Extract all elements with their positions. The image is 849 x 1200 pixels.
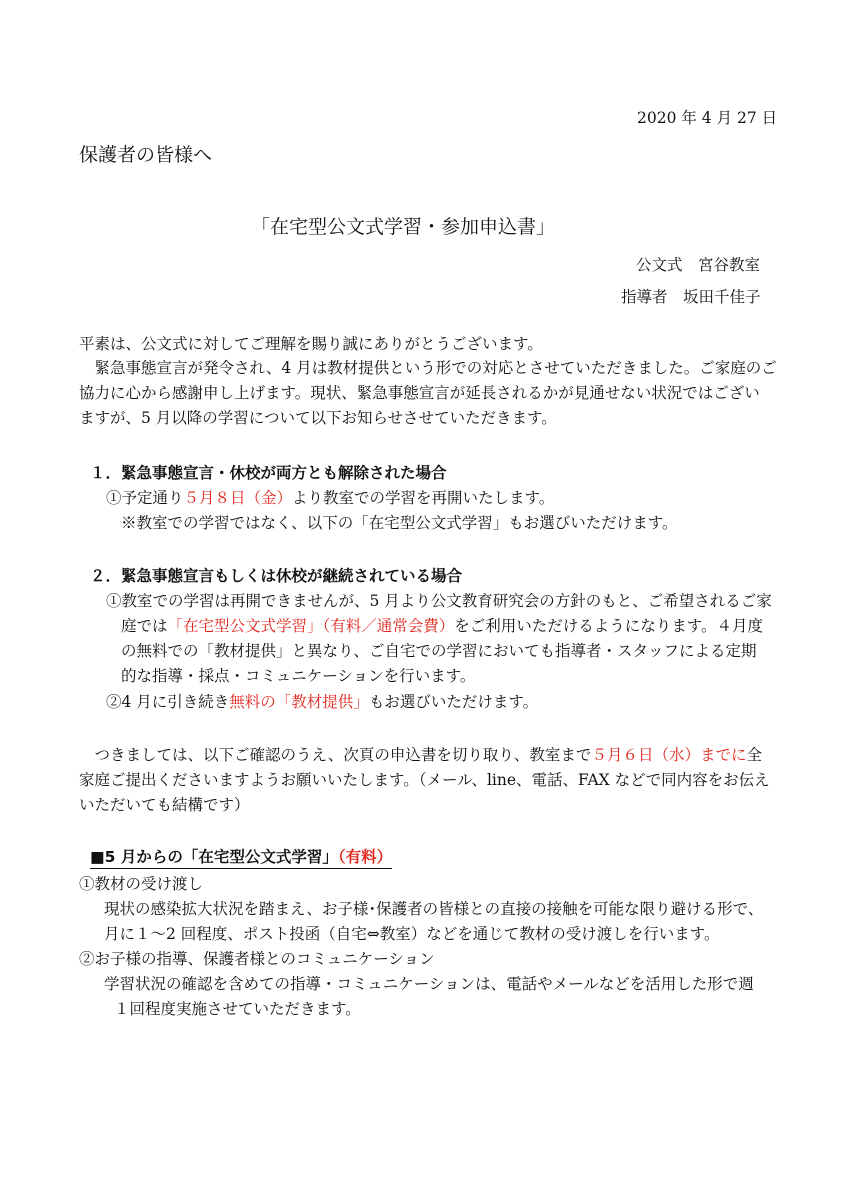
paid-sub-2-heading: ②お子様の指導、保護者様とのコミュニケーション <box>79 950 435 968</box>
intro-line-3: 協力に心から感謝申し上げます。現状、緊急事態宣言が延長されるかが見通せない状況ではござい <box>79 384 760 402</box>
free-material-highlight: 無料の「教材提供」 <box>229 693 369 711</box>
closing-line-2: 家庭ご提出くださいますようお願いいたします。（メール、line、電話、FAX などで同内容をお伝え <box>79 771 770 789</box>
section-2-item-1-line-4: 的な指導・採点・コミュニケーションを行います。 <box>121 667 476 685</box>
intro-line-2: 緊急事態宣言が発令され、4 月は教材提供という形での対応とさせていただきました。ご家庭のご <box>79 359 777 377</box>
paid-sub-1-line-1: 現状の感染拡大状況を踏まえ、お子様･保護者の皆様との直接の接触を可能な限り避ける形で、 <box>104 900 764 918</box>
document-date: 2020 年 4 月 27 日 <box>637 109 778 127</box>
addressee: 保護者の皆様へ <box>79 144 213 166</box>
intro-line-1: 平素は、公文式に対してご理解を賜り誠にありがとうございます。 <box>79 335 543 353</box>
section-1-note: ※教室での学習ではなく、以下の「在宅型公文式学習」もお選びいただけます。 <box>121 514 678 532</box>
section-2-item-1-line-3: の無料での「教材提供」と異なり、ご自宅での学習においても指導者・スタッフによる定期 <box>121 642 757 660</box>
section-1-item-1 <box>106 488 554 508</box>
paid-sub-2-line-2: １回程度実施させていただきます。 <box>114 1000 361 1018</box>
closing-line-1 <box>79 745 762 765</box>
paid-sub-1-line-2: 月に１～2 回程度、ポスト投函（自宅⇔教室）などを通じて教材の受け渡しを行います。 <box>104 925 720 943</box>
section-2-item-1-line-1: ①教室での学習は再開できませんが、5 月より公文教育研究会の方針のもと、ご希望されるご家 <box>106 592 772 610</box>
section-2-item-1-line-2 <box>121 616 763 636</box>
intro-line-4: ますが、5 月以降の学習について以下お知らせさせていただきます。 <box>79 409 557 427</box>
closing-line-3: いただいても結構です） <box>79 796 250 814</box>
deadline-highlight: ５月６日（水）までに <box>591 746 747 764</box>
section-2-item-2-text-end: もお選びいただけます。 <box>368 693 539 711</box>
paid-section-heading <box>90 847 392 869</box>
paid-sub-2-line-1: 学習状況の確認を含めての指導・コミュニケーションは、電話やメールなどを活用した形で週 <box>104 975 754 993</box>
reopen-date: ５月８日（金） <box>183 489 293 507</box>
section-1-item-1-text-end: より教室での学習を再開いたします。 <box>292 489 555 507</box>
section-2-item-1-line-2-text: 庭では <box>121 617 168 635</box>
closing-line-1-text: つきましては、以下ご確認のうえ、次頁の申込書を切り取り、教室まで <box>79 746 592 764</box>
section-1-item-1-text: ①予定通り <box>106 489 184 507</box>
closing-line-1-text-end: 全 <box>746 746 762 764</box>
paid-label: （有料） <box>337 848 393 866</box>
section-1-heading: １．緊急事態宣言・休校が両方とも解除された場合 <box>90 464 447 482</box>
section-2-item-2 <box>106 692 538 712</box>
section-2-item-1-line-2-text-end: をご利用いただけるようになります。４月度 <box>454 617 764 635</box>
organization-name: 公文式 宮谷教室 <box>636 256 761 274</box>
teacher-name: 指導者 坂田千佳子 <box>621 288 761 306</box>
document-title: 「在宅型公文式学習・参加申込書」 <box>251 216 556 238</box>
paid-section-heading-text: ■5 月からの「在宅型公文式学習」 <box>90 848 338 866</box>
paid-study-highlight: 「在宅型公文式学習」（有料／通常会費） <box>167 617 455 635</box>
paid-sub-1-heading: ①教材の受け渡し <box>79 875 204 893</box>
section-2-item-2-text: ②4 月に引き続き <box>106 693 230 711</box>
section-2-heading: ２．緊急事態宣言もしくは休校が継続されている場合 <box>90 567 463 585</box>
